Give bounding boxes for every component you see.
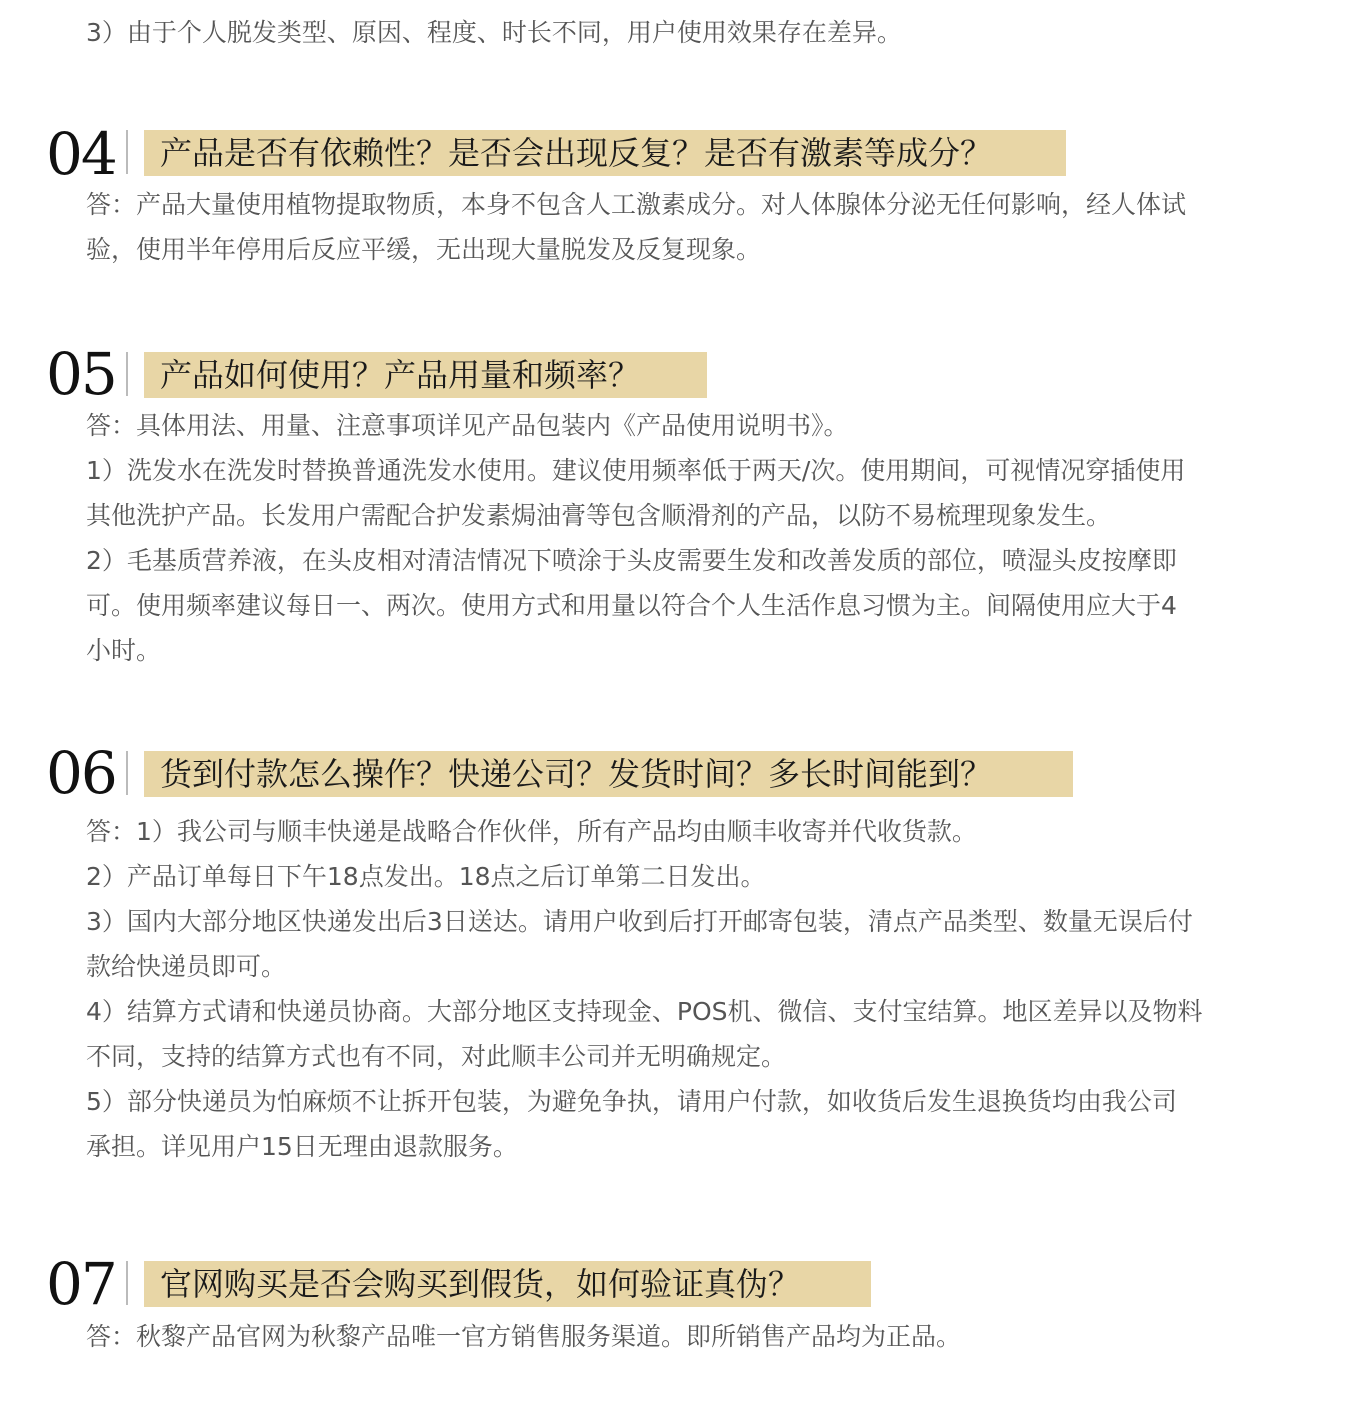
question-heading: 产品如何使用？产品用量和频率？ <box>144 352 707 398</box>
answer-line: 1）洗发水在洗发时替换普通洗发水使用。建议使用频率低于两天/次。使用期间，可视情况穿插使用 <box>86 456 1186 485</box>
answer-line: 3）由于个人脱发类型、原因、程度、时长不同，用户使用效果存在差异。 <box>86 18 902 47</box>
answer-line: 2）毛基质营养液，在头皮相对清洁情况下喷涂于头皮需要生发和改善发质的部位，喷湿头皮按摩即 <box>86 546 1177 575</box>
question-heading: 官网购买是否会购买到假货，如何验证真伪？ <box>144 1261 871 1307</box>
question-heading: 货到付款怎么操作？快递公司？发货时间？多长时间能到？ <box>144 751 1073 797</box>
section-number: 07 <box>46 1250 116 1318</box>
section-number: 04 <box>46 120 116 188</box>
answer-line: 答：1）我公司与顺丰快递是战略合作伙伴，所有产品均由顺丰收寄并代收货款。 <box>86 817 977 846</box>
divider <box>126 751 128 795</box>
answer-line: 4）结算方式请和快递员协商。大部分地区支持现金、POS机、微信、支付宝结算。地区差异以及物料 <box>86 997 1203 1026</box>
answer-line: 答：具体用法、用量、注意事项详见产品包装内《产品使用说明书》。 <box>86 411 849 440</box>
section-number: 06 <box>46 739 116 807</box>
answer-line: 可。使用频率建议每日一、两次。使用方式和用量以符合个人生活作息习惯为主。间隔使用应大于4 <box>86 591 1177 620</box>
answer-line: 答：秋黎产品官网为秋黎产品唯一官方销售服务渠道。即所销售产品均为正品。 <box>86 1322 962 1351</box>
answer-line: 答：产品大量使用植物提取物质，本身不包含人工激素成分。对人体腺体分泌无任何影响，经人体试 <box>86 190 1187 219</box>
answer-line: 不同，支持的结算方式也有不同，对此顺丰公司并无明确规定。 <box>86 1042 787 1071</box>
question-heading: 产品是否有依赖性？是否会出现反复？是否有激素等成分？ <box>144 130 1066 176</box>
section-number: 05 <box>46 340 116 408</box>
answer-line: 承担。详见用户15日无理由退款服务。 <box>86 1132 518 1161</box>
answer-line: 3）国内大部分地区快递发出后3日送达。请用户收到后打开邮寄包装，清点产品类型、数量无误后付 <box>86 907 1193 936</box>
divider <box>126 1261 128 1305</box>
answer-line: 小时。 <box>86 636 162 665</box>
divider <box>126 352 128 396</box>
answer-line: 其他洗护产品。长发用户需配合护发素焗油膏等包含顺滑剂的产品，以防不易梳理现象发生。 <box>86 501 1112 530</box>
divider <box>126 130 128 174</box>
answer-line: 款给快递员即可。 <box>86 952 287 981</box>
answer-line: 验，使用半年停用后反应平缓，无出现大量脱发及反复现象。 <box>86 235 762 264</box>
answer-line: 2）产品订单每日下午18点发出。18点之后订单第二日发出。 <box>86 862 766 891</box>
answer-line: 5）部分快递员为怕麻烦不让拆开包装，为避免争执，请用户付款，如收货后发生退换货均由我公司 <box>86 1087 1177 1116</box>
